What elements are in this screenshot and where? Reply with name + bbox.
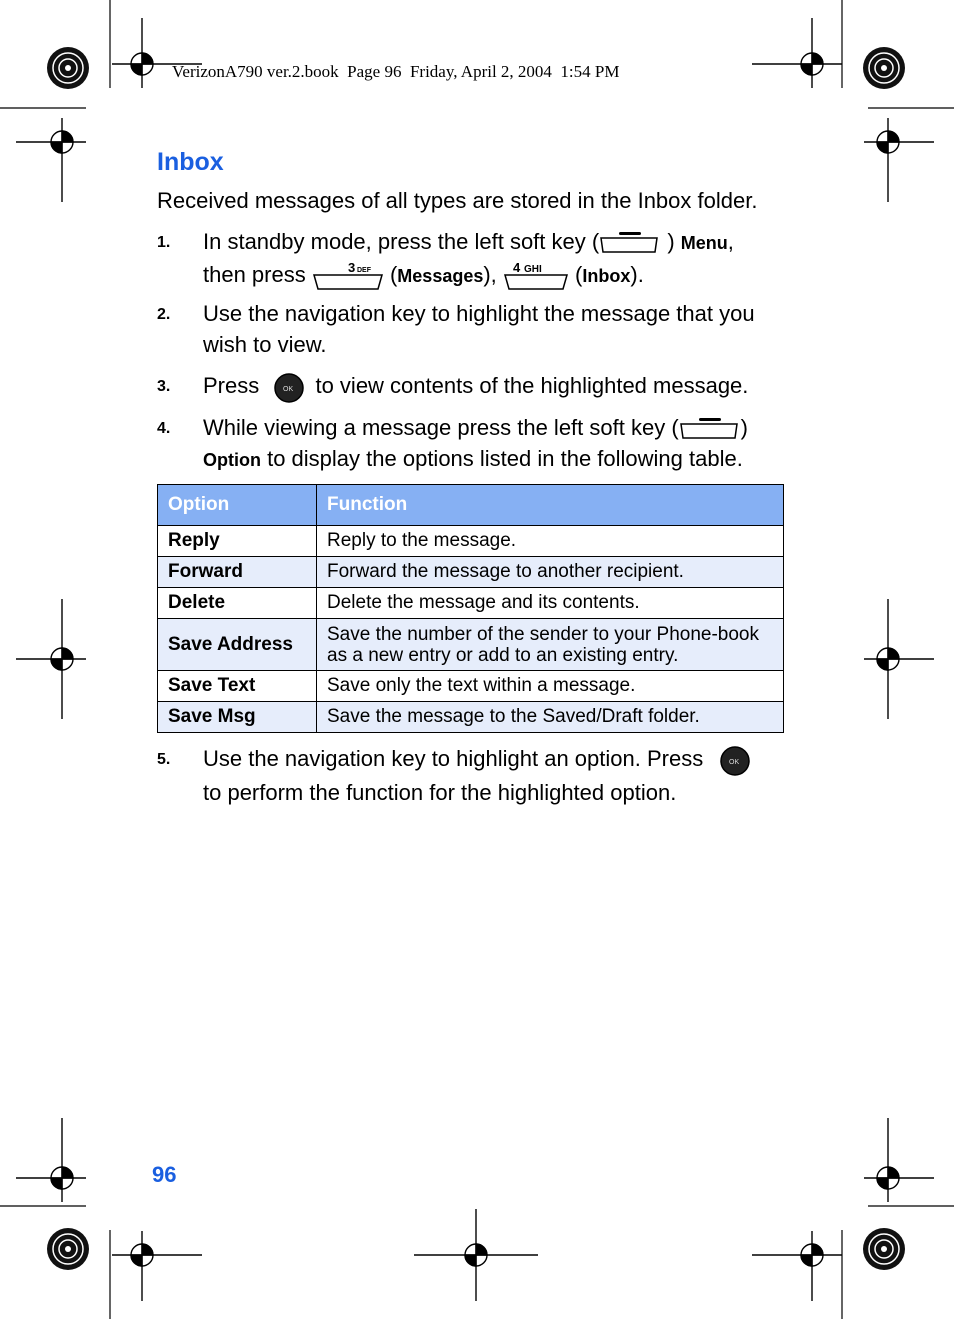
key-3-def-icon	[312, 259, 384, 293]
table-row: Save Msg Save the message to the Saved/Draft folder.	[158, 702, 784, 733]
step-number: 2.	[157, 306, 171, 323]
table-row: Save Text Save only the text within a message.	[158, 671, 784, 702]
step-number: 1.	[157, 234, 171, 251]
options-table	[157, 484, 784, 733]
table-row: Forward Forward the message to another recipient.	[158, 557, 784, 588]
ok-key-icon	[265, 370, 309, 404]
column-header-function: Function	[317, 485, 784, 526]
step-number: 3.	[157, 378, 171, 395]
menu-label: Menu	[680, 233, 728, 253]
step-number: 4.	[157, 420, 171, 437]
messages-label: Messages	[397, 266, 484, 286]
table-header-row	[158, 485, 784, 526]
page-number: 96	[152, 1162, 177, 1187]
step-5: 5. Use the navigation key to highlight an option. Press OK to perform the function for the highlighted option.	[157, 743, 787, 808]
step-2: 2. Use the navigation key to highlight the message that you wish to view.	[157, 301, 755, 357]
step-number: 5.	[157, 751, 171, 768]
svg-text:3: 3	[347, 260, 356, 276]
left-soft-key-icon	[679, 416, 741, 442]
table-row: Reply Reply to the message.	[158, 526, 784, 557]
svg-text:OK: OK	[729, 759, 740, 767]
key-4-ghi-icon	[503, 259, 569, 293]
inbox-label: Inbox	[582, 266, 631, 286]
step-4: 4. While viewing a message press the left soft key ( ) Option to display the options listed in the following table.	[157, 415, 748, 471]
ok-key-icon	[709, 743, 753, 777]
print-header: VerizonA790 ver.2.book Page 96 Friday, April 2, 2004 1:54 PM	[172, 62, 620, 81]
column-header-option: Option	[158, 485, 317, 526]
svg-text:GHI: GHI	[523, 264, 542, 276]
page-title: Inbox	[157, 148, 224, 176]
option-label: Option	[203, 450, 261, 470]
left-soft-key-icon	[599, 230, 661, 256]
table-row: Delete Delete the message and its contents.	[158, 588, 784, 619]
svg-text:4: 4	[512, 260, 521, 276]
intro-text: Received messages of all types are stored in the Inbox folder.	[157, 188, 758, 213]
svg-text:DEF: DEF	[356, 267, 371, 275]
step-1: 1. In standby mode, press the left soft key ( ) Menu, then press 3 DEF (Messages), 4 GHI (Inbox).	[157, 226, 787, 293]
table-row: Save Address Save the number of the sender to your Phone-book as a new entry or add to an existing entry.	[158, 619, 784, 671]
step-3: 3. Press OK to view contents of the highlighted message.	[157, 370, 787, 404]
svg-text:OK: OK	[283, 386, 294, 394]
